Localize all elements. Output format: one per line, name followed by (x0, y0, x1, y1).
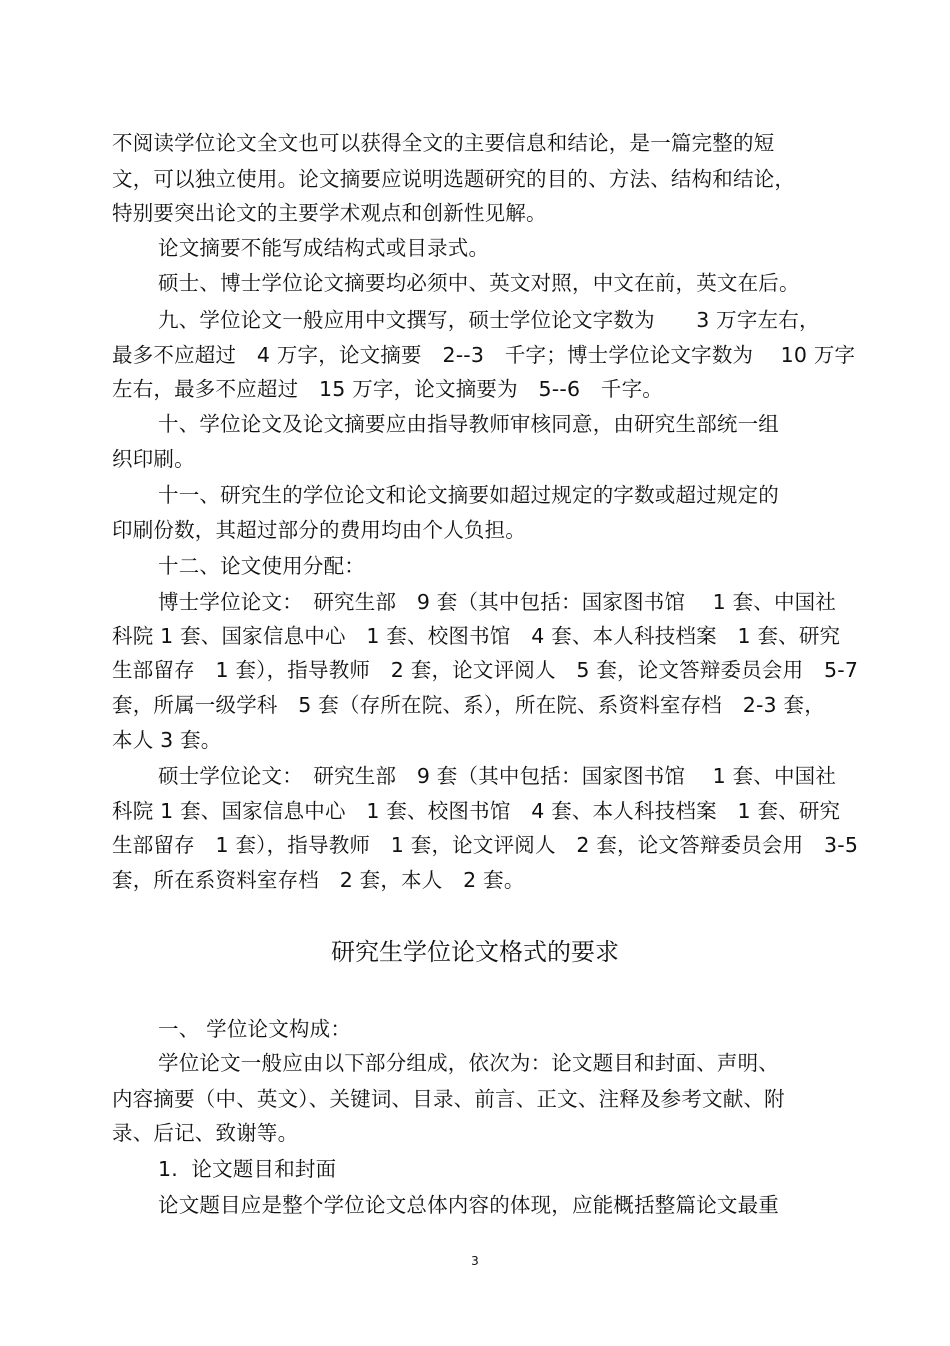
body-line: 生部留存 1 套），指导教师 1 套，论文评阅人 2 套，论文答辩委员会用 3-5 (112, 833, 859, 857)
body-line: 科院 1 套、国家信息中心 1 套、校图书馆 4 套、本人科技档案 1 套、研究 (112, 624, 841, 648)
section-line: 录、后记、致谢等。 (112, 1121, 299, 1145)
body-line: 论文摘要不能写成结构式或目录式。 (158, 236, 490, 260)
section-line: 学位论文一般应由以下部分组成，依次为：论文题目和封面、声明、 (158, 1051, 779, 1075)
body-line: 套，所在系资料室存档 2 套，本人 2 套。 (112, 868, 525, 892)
page-number: 3 (471, 1254, 479, 1268)
body-line: 九、学位论文一般应用中文撰写，硕士学位论文字数为 3 万字左右， (158, 308, 820, 332)
body-line: 本人 3 套。 (112, 728, 222, 752)
body-line: 博士学位论文： 研究生部 9 套（其中包括：国家图书馆 1 套、中国社 (158, 590, 837, 614)
body-line: 不阅读学位论文全文也可以获得全文的主要信息和结论，是一篇完整的短 (112, 131, 775, 155)
section-line: 论文题目应是整个学位论文总体内容的体现，应能概括整篇论文最重 (158, 1193, 779, 1217)
section-line: 一、 学位论文构成： (158, 1017, 352, 1041)
body-line: 织印刷。 (112, 447, 195, 471)
body-line: 特别要突出论文的主要学术观点和创新性见解。 (112, 201, 547, 225)
body-line: 十、学位论文及论文摘要应由指导教师审核同意，由研究生部统一组 (158, 412, 779, 436)
body-line: 硕士、博士学位论文摘要均必须中、英文对照，中文在前，英文在后。 (158, 271, 800, 295)
body-line: 科院 1 套、国家信息中心 1 套、校图书馆 4 套、本人科技档案 1 套、研究 (112, 799, 841, 823)
body-line: 左右，最多不应超过 15 万字，论文摘要为 5--6 千字。 (112, 377, 663, 401)
body-line: 文，可以独立使用。论文摘要应说明选题研究的目的、方法、结构和结论， (112, 167, 796, 191)
section-line: 1. 论文题目和封面 (158, 1157, 337, 1181)
body-line: 硕士学位论文： 研究生部 9 套（其中包括：国家图书馆 1 套、中国社 (158, 764, 837, 788)
body-line: 套，所属一级学科 5 套（存所在院、系），所在院、系资料室存档 2-3 套， (112, 693, 825, 717)
body-line: 生部留存 1 套），指导教师 2 套，论文评阅人 5 套，论文答辩委员会用 5-7 (112, 658, 859, 682)
body-line: 十一、研究生的学位论文和论文摘要如超过规定的字数或超过规定的 (158, 483, 779, 507)
body-line: 印刷份数，其超过部分的费用均由个人负担。 (112, 518, 526, 542)
section-heading: 研究生学位论文格式的要求 (331, 938, 619, 966)
body-line: 十二、论文使用分配： (158, 554, 365, 578)
section-line: 内容摘要（中、英文）、关键词、目录、前言、正文、注释及参考文献、附 (112, 1087, 785, 1111)
body-line: 最多不应超过 4 万字，论文摘要 2--3 千字；博士学位论文字数为 10 万字 (112, 343, 856, 367)
